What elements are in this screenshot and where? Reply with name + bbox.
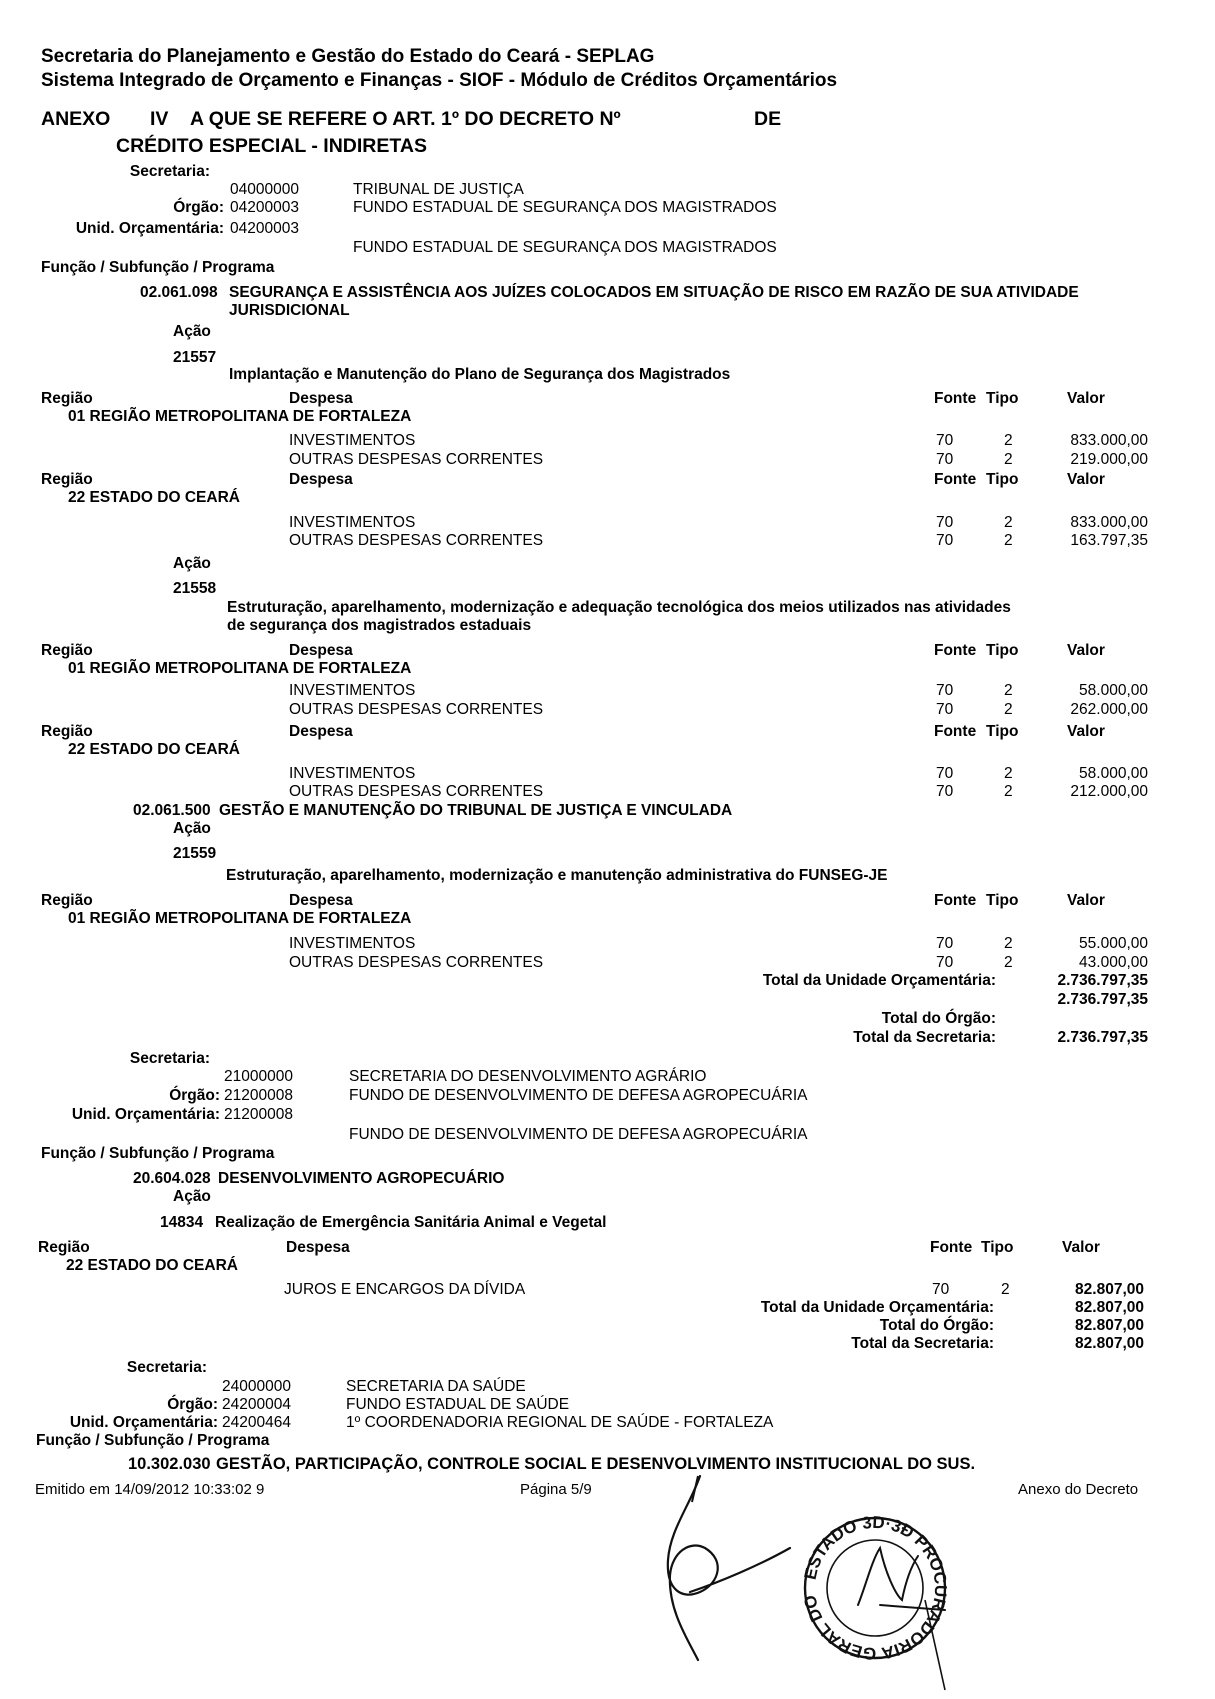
secretaria-name: SECRETARIA DO DESENVOLVIMENTO AGRÁRIO <box>349 1068 707 1085</box>
header-subtitle: Sistema Integrado de Orçamento e Finanças - SIOF - Módulo de Créditos Orçamentários <box>41 70 838 91</box>
total-orgao-label: Total do Órgão: <box>881 1010 996 1027</box>
region-name: 01 REGIÃO METROPOLITANA DE FORTALEZA <box>68 660 412 677</box>
tipo-cell: 2 <box>1001 1281 1010 1298</box>
unid-name: FUNDO DE DESENVOLVIMENTO DE DEFESA AGROPECUÁRIA <box>349 1126 808 1143</box>
program-name: DESENVOLVIMENTO AGROPECUÁRIO <box>218 1170 505 1187</box>
orgao-label: Órgão: <box>169 1087 220 1104</box>
region-name: 01 REGIÃO METROPOLITANA DE FORTALEZA <box>68 910 412 927</box>
tipo-cell: 2 <box>1004 451 1013 468</box>
secretaria-name: SECRETARIA DA SAÚDE <box>346 1378 526 1395</box>
despesa-header: Despesa <box>286 1239 350 1256</box>
acao-name: Estruturação, aparelhamento, modernização e adequação tecnológica dos meios utilizados nas atividades <box>227 599 1011 616</box>
total-secretaria-label: Total da Secretaria: <box>853 1029 996 1046</box>
tipo-header: Tipo <box>986 723 1019 740</box>
fonte-cell: 70 <box>936 765 954 782</box>
orgao-code: 24200004 <box>222 1396 291 1413</box>
acao-label: Ação <box>173 555 211 572</box>
program-code: 10.302.030 <box>128 1455 211 1473</box>
tipo-header: Tipo <box>986 642 1019 659</box>
regiao-header: Região <box>41 642 93 659</box>
valor-cell: 833.000,00 <box>1070 514 1148 531</box>
despesa-cell: OUTRAS DESPESAS CORRENTES <box>289 701 544 718</box>
acao-label: Ação <box>173 323 211 340</box>
valor-cell: 58.000,00 <box>1079 765 1148 782</box>
acao-name: Estruturação, aparelhamento, modernização e manutenção administrativa do FUNSEG-JE <box>226 867 888 884</box>
valor-header: Valor <box>1067 642 1105 659</box>
despesa-cell: INVESTIMENTOS <box>289 765 416 782</box>
program-code: 02.061.500 <box>133 802 211 819</box>
unid-code: 21200008 <box>224 1106 293 1123</box>
region-name: 22 ESTADO DO CEARÁ <box>68 489 240 506</box>
orgao-name: FUNDO DE DESENVOLVIMENTO DE DEFESA AGROPECUÁRIA <box>349 1087 808 1104</box>
tipo-cell: 2 <box>1004 935 1013 952</box>
valor-header: Valor <box>1062 1239 1100 1256</box>
program-code: 02.061.098 <box>140 284 218 301</box>
tipo-cell: 2 <box>1004 783 1013 800</box>
program-name: SEGURANÇA E ASSISTÊNCIA AOS JUÍZES COLOCADOS EM SITUAÇÃO DE RISCO EM RAZÃO DE SUA ATIVIDADE <box>229 284 1079 301</box>
despesa-cell: INVESTIMENTOS <box>289 514 416 531</box>
emission-date: Emitido em 14/09/2012 10:33:02 9 <box>35 1481 265 1498</box>
unid-name: FUNDO ESTADUAL DE SEGURANÇA DOS MAGISTRADOS <box>353 239 777 256</box>
despesa-cell: JUROS E ENCARGOS DA DÍVIDA <box>284 1281 526 1298</box>
tipo-cell: 2 <box>1004 514 1013 531</box>
region-name: 22 ESTADO DO CEARÁ <box>68 741 240 758</box>
acao-name-cont: de segurança dos magistrados estaduais <box>227 617 532 634</box>
tipo-header: Tipo <box>986 892 1019 909</box>
fonte-cell: 70 <box>936 532 954 549</box>
total-secretaria-value: 2.736.797,35 <box>1057 1029 1148 1046</box>
region-name: 22 ESTADO DO CEARÁ <box>66 1257 238 1274</box>
orgao-code: 04200003 <box>230 199 299 216</box>
despesa-cell: INVESTIMENTOS <box>289 682 416 699</box>
despesa-header: Despesa <box>289 723 353 740</box>
acao-label: Ação <box>173 820 211 837</box>
valor-header: Valor <box>1067 471 1105 488</box>
total-unid-value: 82.807,00 <box>1075 1299 1144 1316</box>
despesa-header: Despesa <box>289 471 353 488</box>
valor-cell: 55.000,00 <box>1079 935 1148 952</box>
tipo-cell: 2 <box>1004 532 1013 549</box>
total-orgao-label: Total do Órgão: <box>879 1317 994 1334</box>
fonte-cell: 70 <box>936 514 954 531</box>
tipo-cell: 2 <box>1004 765 1013 782</box>
orgao-code: 21200008 <box>224 1087 293 1104</box>
acao-code: 21559 <box>173 845 217 862</box>
valor-cell: 219.000,00 <box>1070 451 1148 468</box>
credito-title: CRÉDITO ESPECIAL - INDIRETAS <box>116 135 427 157</box>
fonte-header: Fonte <box>934 471 977 488</box>
secretaria-code: 24000000 <box>222 1378 291 1395</box>
secretaria-label: Secretaria: <box>129 1050 210 1067</box>
fonte-header: Fonte <box>934 892 977 909</box>
regiao-header: Região <box>41 390 93 407</box>
total-unid-label: Total da Unidade Orçamentária: <box>760 1299 994 1316</box>
secretaria-name: TRIBUNAL DE JUSTIÇA <box>353 181 524 198</box>
tipo-header: Tipo <box>981 1239 1014 1256</box>
despesa-header: Despesa <box>289 642 353 659</box>
tipo-header: Tipo <box>986 390 1019 407</box>
unid-code: 04200003 <box>230 220 299 237</box>
program-code: 20.604.028 <box>133 1170 211 1187</box>
anexo-de: DE <box>754 108 782 130</box>
region-name: 01 REGIÃO METROPOLITANA DE FORTALEZA <box>68 408 412 425</box>
acao-code: 14834 <box>160 1214 204 1231</box>
valor-cell: 262.000,00 <box>1070 701 1148 718</box>
secretaria-label: Secretaria: <box>129 163 210 180</box>
valor-cell: 82.807,00 <box>1075 1281 1144 1298</box>
despesa-header: Despesa <box>289 892 353 909</box>
valor-cell: 163.797,35 <box>1070 532 1148 549</box>
despesa-header: Despesa <box>289 390 353 407</box>
anexo-number: IV <box>150 108 169 130</box>
valor-cell: 43.000,00 <box>1079 954 1148 971</box>
unid-name: 1º COORDENADORIA REGIONAL DE SAÚDE - FORTALEZA <box>346 1414 774 1431</box>
regiao-header: Região <box>41 892 93 909</box>
tipo-cell: 2 <box>1004 954 1013 971</box>
secretaria-code: 04000000 <box>230 181 299 198</box>
valor-header: Valor <box>1067 390 1105 407</box>
acao-name: Implantação e Manutenção do Plano de Segurança dos Magistrados <box>229 366 731 383</box>
funcao-label: Função / Subfunção / Programa <box>41 259 275 276</box>
fonte-cell: 70 <box>936 935 954 952</box>
despesa-cell: OUTRAS DESPESAS CORRENTES <box>289 532 544 549</box>
acao-code: 21557 <box>173 349 217 366</box>
secretaria-code: 21000000 <box>224 1068 293 1085</box>
tipo-cell: 2 <box>1004 432 1013 449</box>
funcao-label: Função / Subfunção / Programa <box>36 1432 270 1449</box>
fonte-cell: 70 <box>936 954 954 971</box>
fonte-header: Fonte <box>930 1239 973 1256</box>
svg-text:ESTADO 3D·3Đ PROCURADORIA GERA: ESTADO 3D·3Đ PROCURADORIA GERAL DO <box>800 1512 951 1664</box>
despesa-cell: INVESTIMENTOS <box>289 935 416 952</box>
anexo-label: ANEXO <box>41 108 111 130</box>
total-secretaria-label: Total da Secretaria: <box>851 1335 994 1352</box>
fonte-cell: 70 <box>936 451 954 468</box>
acao-name: Realização de Emergência Sanitária Animal e Vegetal <box>215 1214 607 1231</box>
total-orgao-value: 82.807,00 <box>1075 1317 1144 1334</box>
regiao-header: Região <box>41 723 93 740</box>
program-name: GESTÃO, PARTICIPAÇÃO, CONTROLE SOCIAL E DESENVOLVIMENTO INSTITUCIONAL DO SUS. <box>216 1455 976 1473</box>
tipo-cell: 2 <box>1004 682 1013 699</box>
tipo-header: Tipo <box>986 471 1019 488</box>
fonte-header: Fonte <box>934 390 977 407</box>
despesa-cell: INVESTIMENTOS <box>289 432 416 449</box>
page-number: Página 5/9 <box>520 1481 592 1498</box>
funcao-label: Função / Subfunção / Programa <box>41 1145 275 1162</box>
valor-cell: 212.000,00 <box>1070 783 1148 800</box>
anexo-refere: A QUE SE REFERE O ART. 1º DO DECRETO Nº <box>190 108 621 130</box>
acao-code: 21558 <box>173 580 217 597</box>
orgao-name: FUNDO ESTADUAL DE SAÚDE <box>346 1396 570 1413</box>
valor-cell: 833.000,00 <box>1070 432 1148 449</box>
program-name: GESTÃO E MANUTENÇÃO DO TRIBUNAL DE JUSTIÇA E VINCULADA <box>219 802 733 819</box>
fonte-cell: 70 <box>936 783 954 800</box>
total-unid-label: Total da Unidade Orçamentária: <box>762 972 996 989</box>
secretaria-label: Secretaria: <box>126 1359 207 1376</box>
valor-cell: 58.000,00 <box>1079 682 1148 699</box>
total-orgao-value: 2.736.797,35 <box>1057 991 1148 1008</box>
fonte-cell: 70 <box>936 701 954 718</box>
valor-header: Valor <box>1067 723 1105 740</box>
total-secretaria-value: 82.807,00 <box>1075 1335 1144 1352</box>
unid-label: Unid. Orçamentária: <box>75 220 224 237</box>
orgao-label: Órgão: <box>167 1396 218 1413</box>
unid-label: Unid. Orçamentária: <box>71 1106 220 1123</box>
fonte-cell: 70 <box>932 1281 950 1298</box>
fonte-header: Fonte <box>934 642 977 659</box>
despesa-cell: OUTRAS DESPESAS CORRENTES <box>289 451 544 468</box>
header-title: Secretaria do Planejamento e Gestão do Estado do Ceará - SEPLAG <box>41 46 655 67</box>
program-name-cont: JURISDICIONAL <box>229 302 350 319</box>
regiao-header: Região <box>38 1239 90 1256</box>
fonte-header: Fonte <box>934 723 977 740</box>
orgao-label: Órgão: <box>173 199 224 216</box>
fonte-cell: 70 <box>936 682 954 699</box>
acao-label: Ação <box>173 1188 211 1205</box>
orgao-name: FUNDO ESTADUAL DE SEGURANÇA DOS MAGISTRADOS <box>353 199 777 216</box>
fonte-cell: 70 <box>936 432 954 449</box>
unid-label: Unid. Orçamentária: <box>69 1414 218 1431</box>
despesa-cell: OUTRAS DESPESAS CORRENTES <box>289 954 544 971</box>
annex-label: Anexo do Decreto <box>1018 1481 1139 1498</box>
despesa-cell: OUTRAS DESPESAS CORRENTES <box>289 783 544 800</box>
tipo-cell: 2 <box>1004 701 1013 718</box>
valor-header: Valor <box>1067 892 1105 909</box>
regiao-header: Região <box>41 471 93 488</box>
unid-code: 24200464 <box>222 1414 291 1431</box>
total-unid-value: 2.736.797,35 <box>1057 972 1148 989</box>
